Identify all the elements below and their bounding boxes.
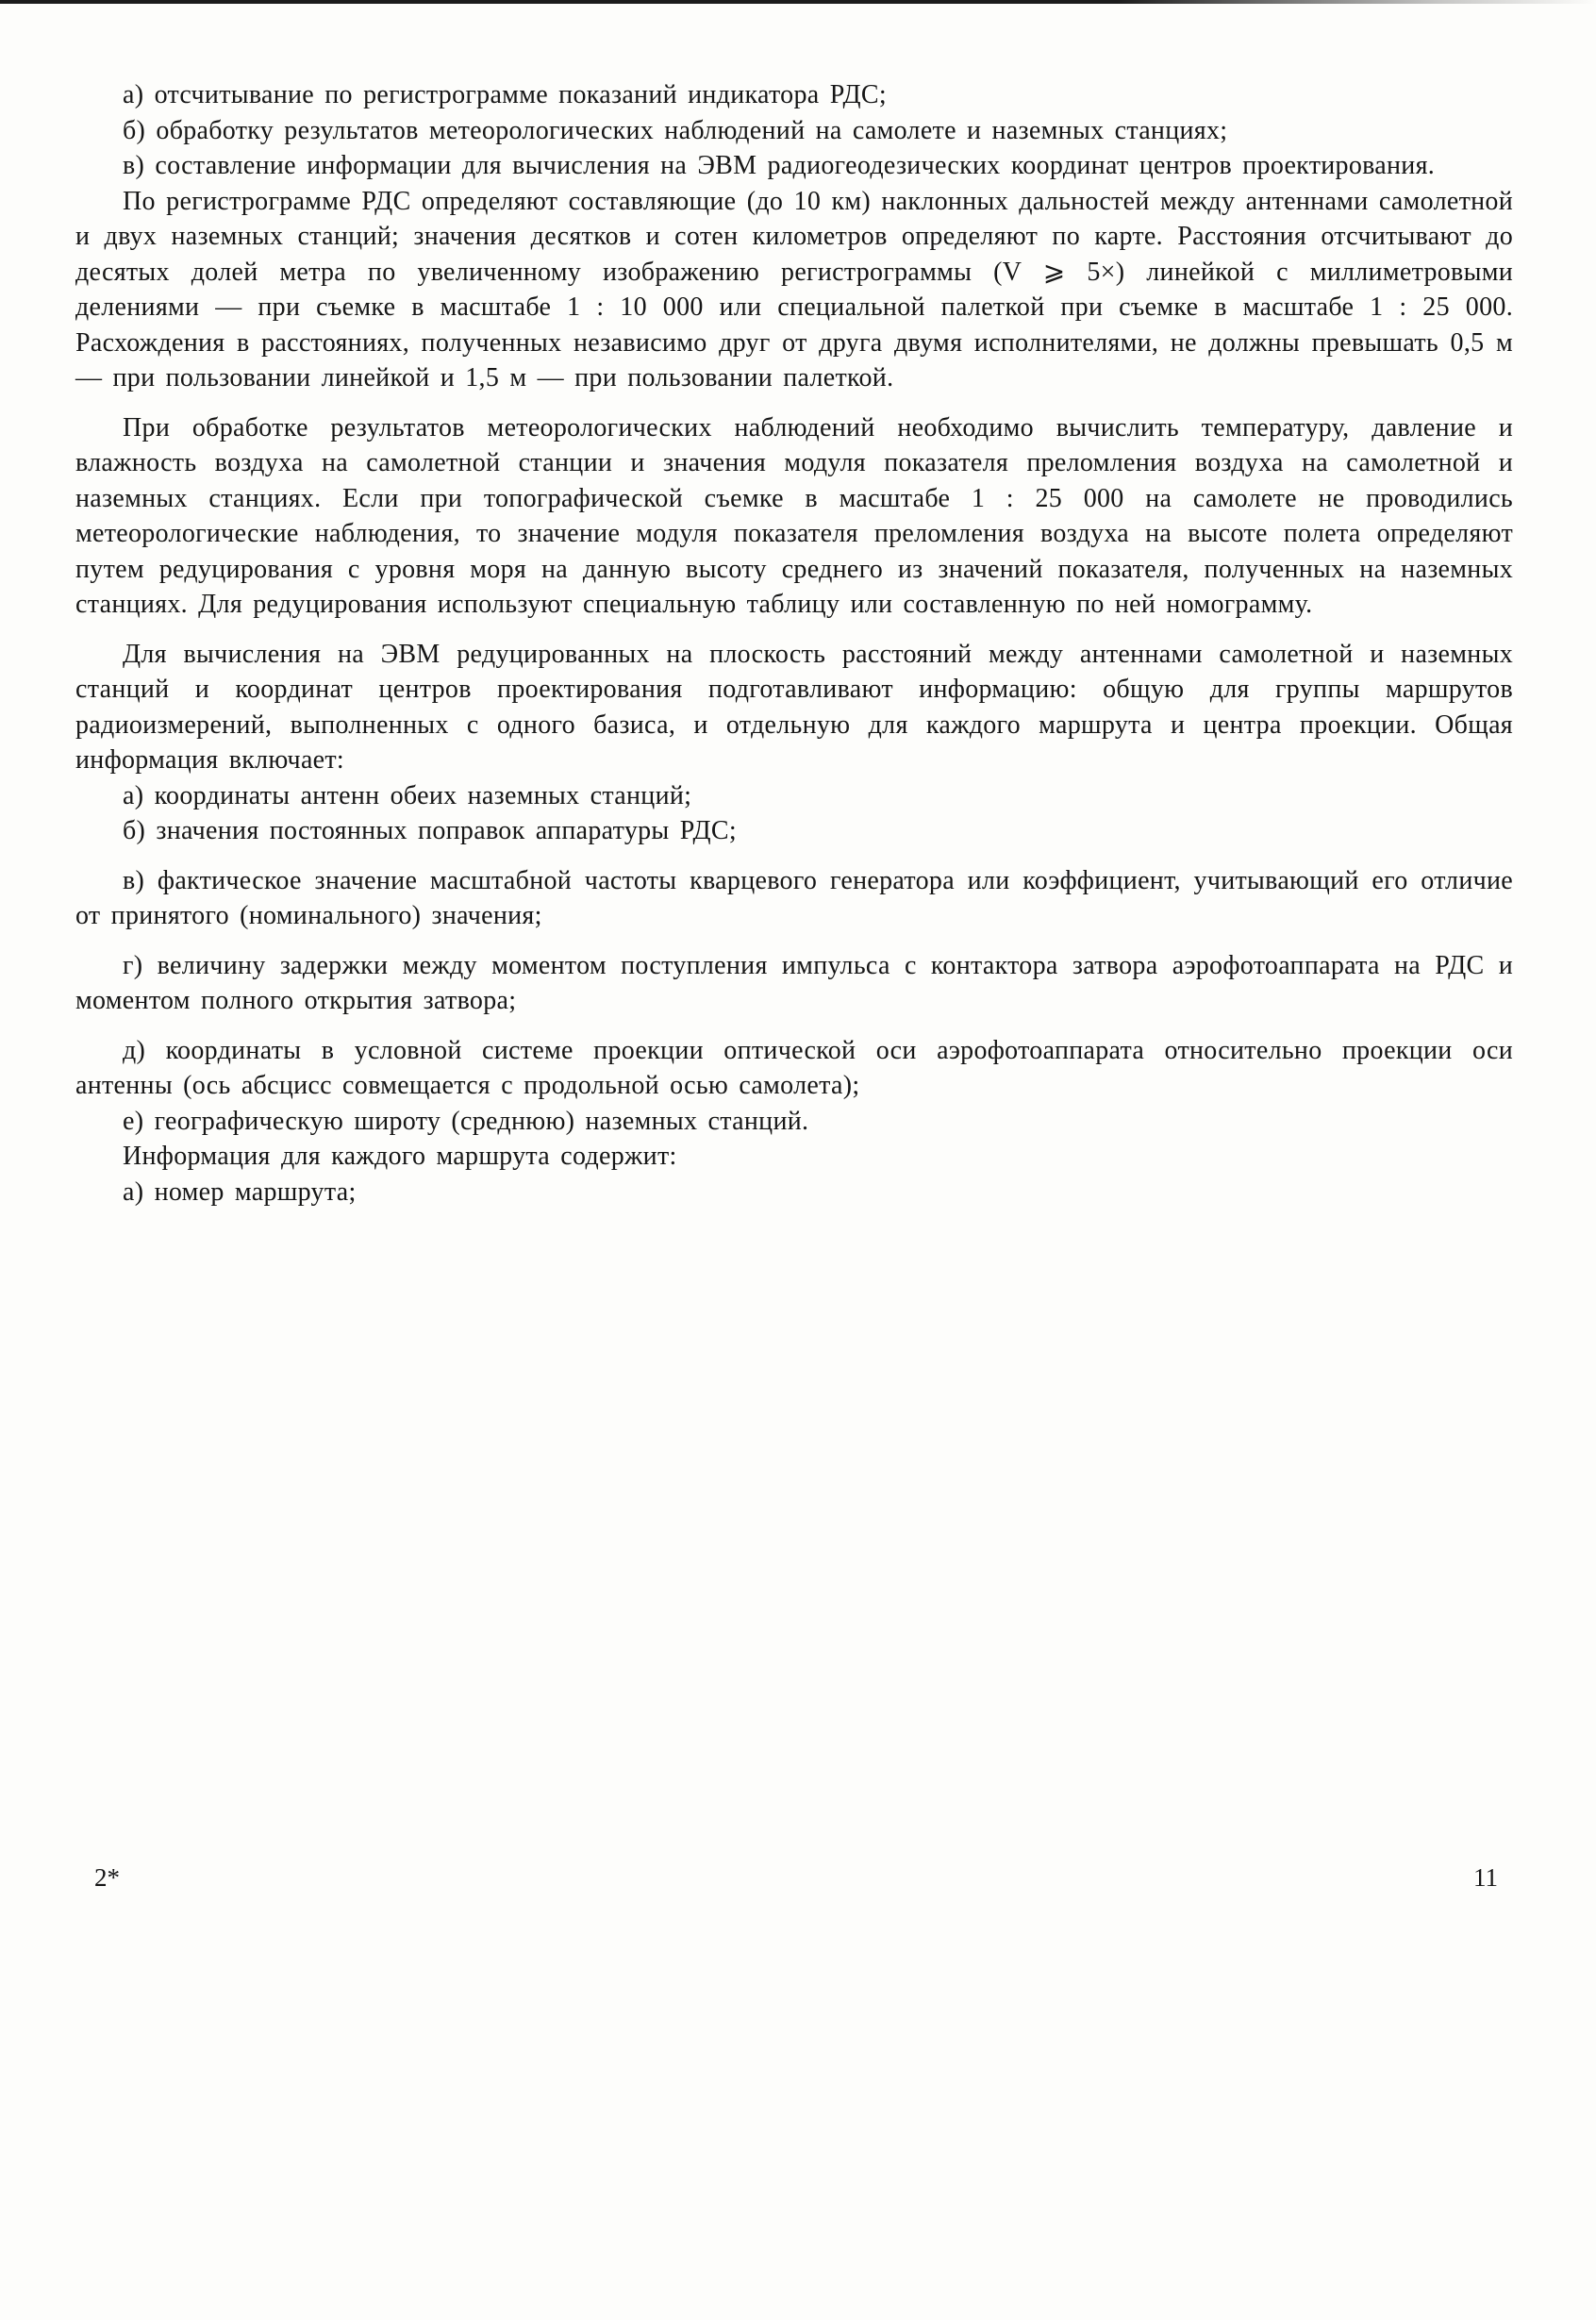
signature-mark: 2* (94, 1863, 120, 1892)
page-number: 11 (1473, 1863, 1498, 1892)
list-item-d: д) координаты в условной системе проекции оптической оси аэрофотоаппарата относительно проекции оси антенны (ось абсцисс совмещается с продольной осью самолета); (75, 1035, 1513, 1100)
paragraph: Информация для каждого маршрута содержит: (123, 1142, 677, 1171)
list-item-a2: а) координаты антенн обеих наземных станций; (123, 780, 692, 810)
list-item-b: б) обработку результатов метеорологических наблюдений на самолете и наземных станциях; (123, 115, 1228, 145)
list-item-e: е) географическую широту (среднюю) наземных станций. (123, 1106, 809, 1136)
paragraph: Для вычисления на ЭВМ редуцированных на плоскость расстояний между антеннами самолетной и наземных станций и координат центров проектирования подготавливают информацию: общую для группы маршрутов радиоизмерений, выполненных с одного базиса, и отдельную для каждого маршрута и центра проекции. Общая информация включает: (75, 639, 1513, 775)
page-text-block (75, 77, 1513, 1210)
list-item-v: в) составление информации для вычисления на ЭВМ радиогеодезических координат центров проектирования. (123, 151, 1436, 180)
paragraph: По регистрограмме РДС определяют составляющие (до 10 км) наклонных дальностей между антеннами самолетной и двух наземных станций; значения десятков и сотен километров определяют по карте. Расстояния отсчитывают до десятых долей метра по увеличенному изображению регистрограммы (V ⩾ 5×) линейкой с миллиметровыми делениями — при съемке в масштабе 1 : 10 000 или специальной палеткой при съемке в масштабе 1 : 25 000. Расхождения в расстояниях, полученных независимо друг от друга двумя исполнителями, не должны превышать 0,5 м — при пользовании линейкой и 1,5 м — при пользовании палеткой. (75, 186, 1513, 392)
scan-artifact-line (0, 0, 1596, 4)
paragraph: При обработке результатов метеорологических наблюдений необходимо вычислить температуру, давление и влажность воздуха на самолетной станции и значения модуля показателя преломления воздуха на самолетной и наземных станциях. Если при топографической съемке в масштабе 1 : 25 000 на самолете не проводились метеорологические наблюдения, то значение модуля показателя преломления воздуха на высоте полета определяют путем редуцирования с уровня моря на данную высоту среднего из значений показателя, полученных на наземных станциях. Для редуцирования используют специальную таблицу или составленную по ней номограмму. (75, 412, 1513, 619)
list-item-a: а) отсчитывание по регистрограмме показаний индикатора РДС; (123, 80, 887, 109)
list-item-b2: б) значения постоянных поправок аппаратуры РДС; (123, 816, 737, 845)
list-item-g: г) величину задержки между моментом поступления импульса с контактора затвора аэрофотоаппарата на РДС и моментом полного открытия затвора; (75, 950, 1513, 1015)
page-footer (94, 1863, 1498, 1892)
list-item-v2: в) фактическое значение масштабной частоты кварцевого генератора или коэффициент, учитывающий его отличие от принятого (номинального) значения; (75, 865, 1513, 930)
list-item-a3: а) номер маршрута; (123, 1177, 357, 1207)
